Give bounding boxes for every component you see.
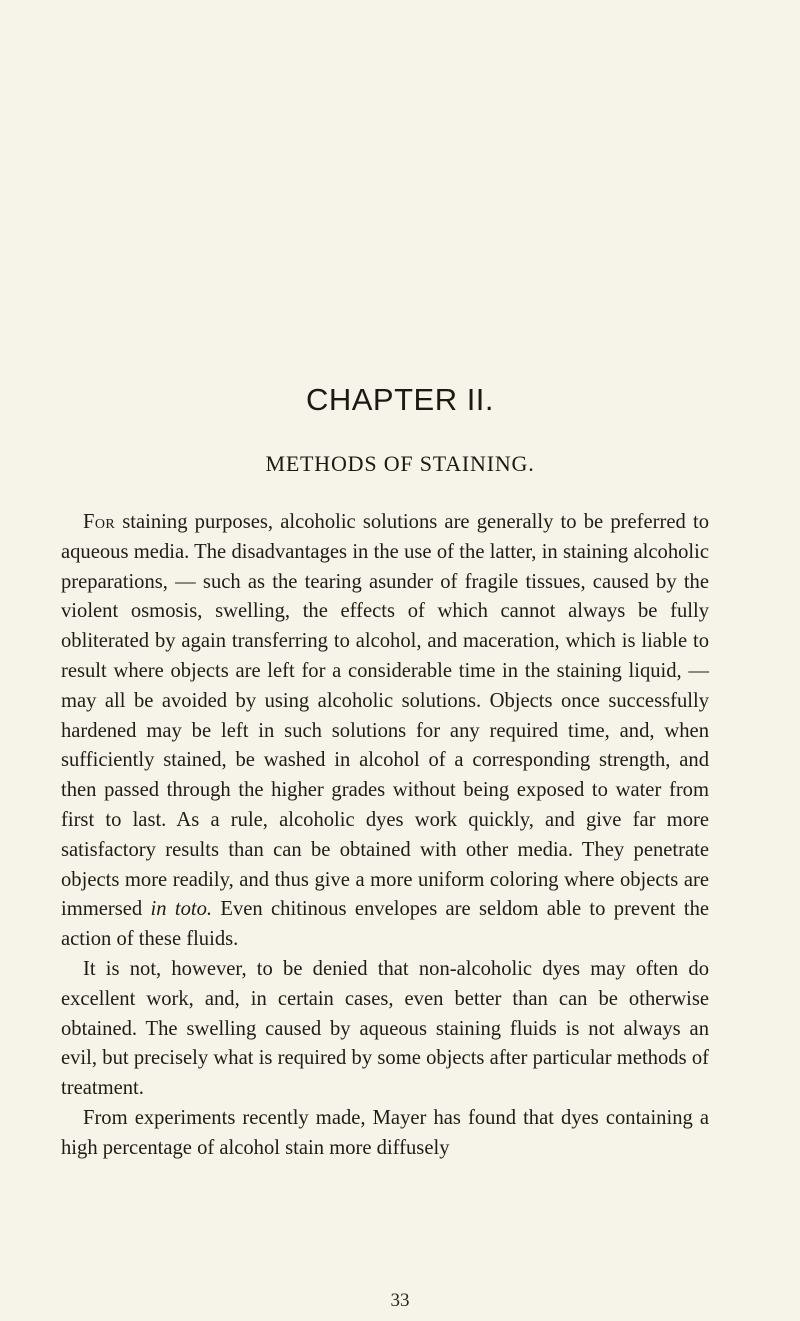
- chapter-title: CHAPTER II.: [305, 382, 495, 417]
- paragraph-1-text: staining purposes, alcoholic solutions are generally to be preferred to aqueous media. The disadvantages in the use of the latter, in staining alcoholic preparations, — such as the tearing asunder of fragile tissues, caused by the violent osmosis, swelling, the effects of which cannot always be fully obliterated by again transferring to alcohol, and maceration, which is liable to result where objects are left for a considerable time in the staining liquid, — may all be avoided by using alcoholic solutions. Objects once successfully hardened may be left in such solutions for any required time, and, when sufficiently stained, be washed in alcohol of a corresponding strength, and then passed through the higher grades without being exposed to water from first to last. As a rule, alcoholic dyes work quickly, and give far more satisfactory results than can be obtained with other media. They penetrate objects more readily, and thus give a more uniform coloring where objects are immersed: [61, 511, 709, 921]
- body-text: [61, 508, 709, 1164]
- section-title: METHODS OF STAINING.: [265, 451, 535, 476]
- page-number: 33: [390, 1290, 410, 1311]
- paragraph-1-lead: For: [83, 511, 116, 533]
- paragraph-3: From experiments recently made, Mayer has found that dyes containing a high percentage of alcohol stain more diffusely: [61, 1106, 709, 1159]
- paragraph-2: It is not, however, to be denied that non-alcoholic dyes may often do excellent work, and, in certain cases, even better than can be otherwise obtained. The swelling caused by aqueous staining fluids is not always an evil, but precisely what is required by some objects after particular methods of treatment.: [61, 957, 709, 1100]
- paragraph-1-tail: Even chitinous envelopes are seldom able to prevent the action of these fluids.: [61, 898, 710, 951]
- paragraph-1: [61, 508, 709, 955]
- paragraph-1-italic: in toto.: [150, 898, 213, 921]
